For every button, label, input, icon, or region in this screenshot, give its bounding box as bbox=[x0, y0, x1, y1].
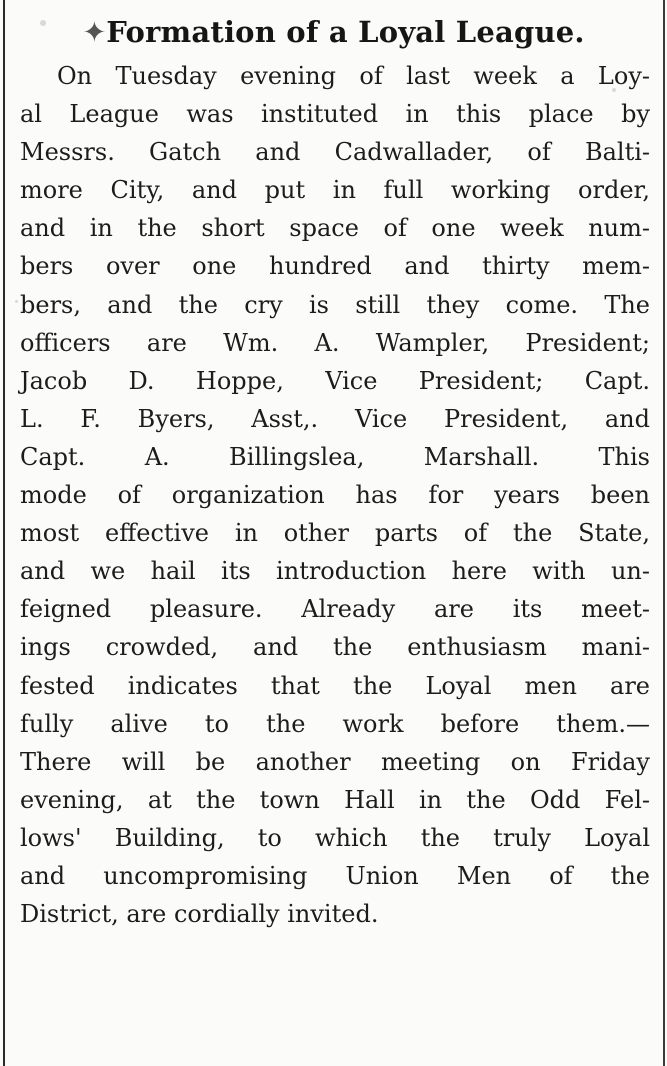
print-blot-icon: ✦ bbox=[82, 15, 107, 49]
article-line: District, are cordially invited. bbox=[20, 900, 379, 929]
article-line: officers are Wm. A. Wampler, President; bbox=[20, 328, 650, 357]
article-line: and in the short space of one week num- bbox=[20, 214, 650, 243]
paper-speck bbox=[15, 300, 18, 303]
article-body bbox=[20, 57, 650, 933]
article-line: more City, and put in full working order, bbox=[20, 176, 650, 205]
article-line: and uncompromising Union Men of the bbox=[20, 861, 650, 890]
article-line: L. F. Byers, Asst,. Vice President, and bbox=[20, 404, 650, 433]
article-line: mode of organization has for years been bbox=[20, 481, 650, 510]
article-line: Capt. A. Billingslea, Marshall. This bbox=[20, 442, 650, 471]
article-line: Messrs. Gatch and Cadwallader, of Balti- bbox=[20, 138, 650, 167]
article-line: feigned pleasure. Already are its meet- bbox=[20, 595, 650, 624]
column-rule-left bbox=[3, 0, 5, 1066]
article-line: fested indicates that the Loyal men are bbox=[20, 671, 650, 700]
article-line: ings crowded, and the enthusiasm mani- bbox=[20, 633, 650, 662]
article-line: and we hail its introduction here with un- bbox=[20, 557, 650, 586]
article-line: fully alive to the work before them.— bbox=[20, 709, 650, 738]
article-line: most effective in other parts of the State, bbox=[20, 519, 650, 548]
article-line: Jacob D. Hoppe, Vice President; Capt. bbox=[20, 366, 650, 395]
article-line: bers, and the cry is still they come. The bbox=[20, 290, 650, 319]
article-line: evening, at the town Hall in the Odd Fel- bbox=[20, 785, 650, 814]
article-line: There will be another meeting on Friday bbox=[20, 747, 650, 776]
paper-speck bbox=[612, 88, 616, 92]
column-rule-right bbox=[663, 0, 665, 1066]
article-line: lows' Building, to which the truly Loyal bbox=[20, 823, 650, 852]
paper-speck bbox=[640, 760, 645, 765]
paper-speck bbox=[40, 20, 46, 26]
article-line: On Tuesday evening of last week a Loy- bbox=[57, 62, 650, 90]
article-headline bbox=[0, 10, 667, 54]
article-line: bers over one hundred and thirty mem- bbox=[20, 252, 650, 281]
article-line: al League was instituted in this place by bbox=[20, 100, 650, 129]
headline-text: Formation of a Loyal League. bbox=[106, 15, 585, 49]
